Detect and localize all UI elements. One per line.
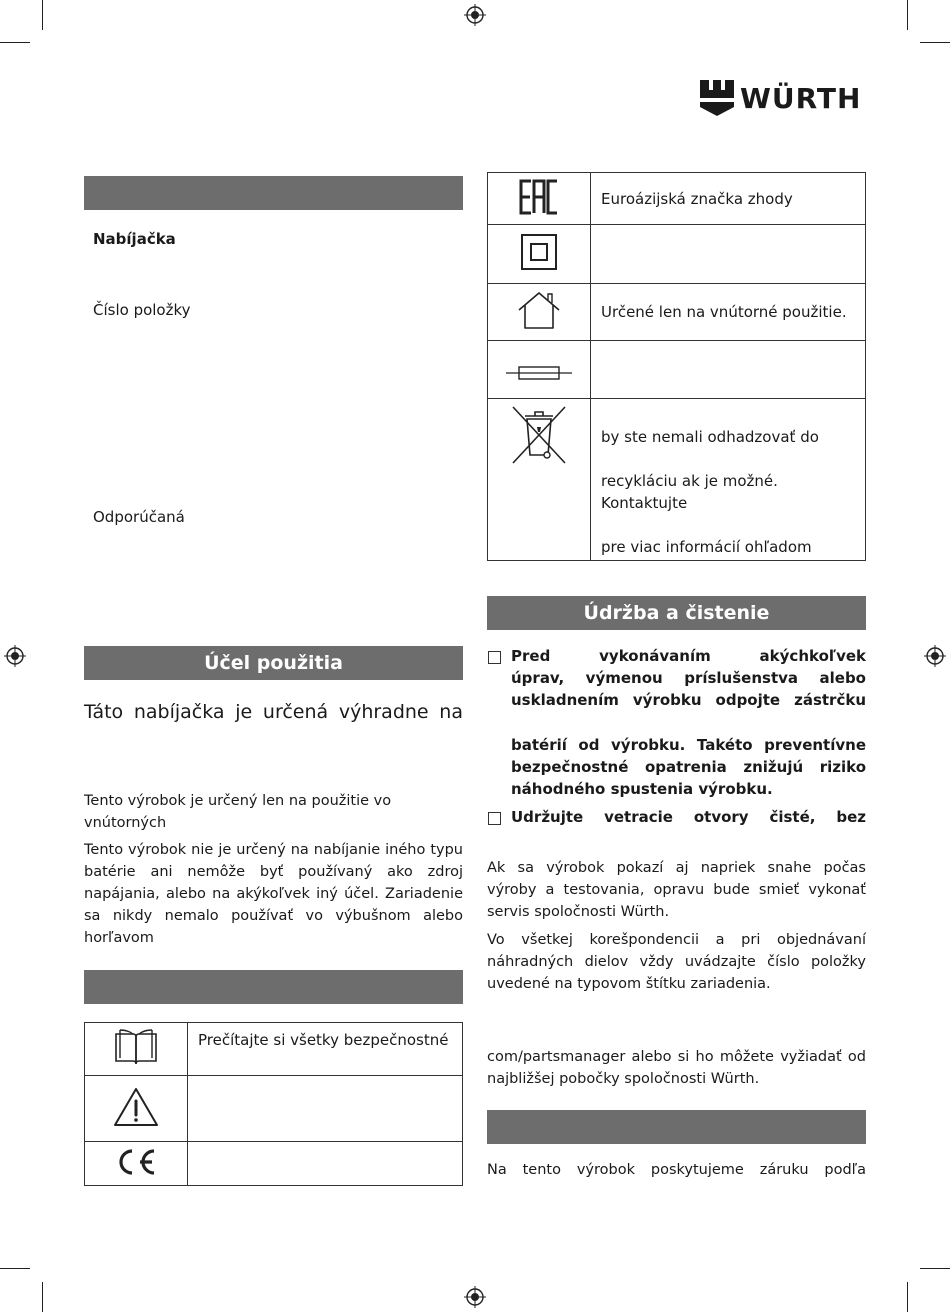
wurth-logo	[700, 80, 870, 118]
bullet1-line3: uskladnením výrobku odpojte zástrčku	[511, 691, 866, 709]
service-text: Ak sa výrobok pokazí aj napriek snahe počas výroby a testovania, opravu bude smieť vykonať servis spoločnosti Würth.	[487, 860, 866, 920]
registration-mark-icon	[464, 1286, 486, 1308]
wurth-logo-icon	[700, 80, 734, 116]
warranty-text: Na tento výrobok poskytujeme záruku podľa	[487, 1162, 866, 1178]
brand-name: WÜRTH	[740, 82, 862, 115]
registration-mark-icon	[924, 645, 946, 667]
bullet-checkbox	[488, 812, 501, 825]
bullet2-line1: Udržujte vetracie otvory čisté, bez	[511, 808, 866, 826]
disposal-line-1: by ste nemali odhadzovať do	[601, 428, 819, 446]
crop-mark	[0, 1268, 30, 1269]
crop-mark	[42, 1282, 43, 1312]
product-label: Nabíjačka	[93, 230, 176, 248]
crossed-bin-icon	[511, 405, 567, 465]
crop-mark	[0, 42, 30, 43]
registration-mark-icon	[4, 645, 26, 667]
bullet1-line5: bezpečnostné opatrenia znižujú riziko	[511, 758, 866, 776]
bullet1-line6: náhodného spustenia výrobku.	[511, 780, 773, 798]
crop-mark	[907, 1282, 908, 1312]
symbol-text-right-0: Euroázijská značka zhody	[601, 189, 793, 208]
crop-mark	[907, 0, 908, 30]
bullet1-line4: batérií od výrobku. Takéto preventívne	[511, 736, 866, 754]
double-insulation-icon	[520, 233, 558, 271]
section-heading-purpose: Účel použitia	[84, 646, 463, 680]
disposal-line-2: recykláciu ak je možné. Kontaktujte	[601, 472, 778, 512]
section-bar-warranty	[487, 1110, 866, 1144]
eac-mark-icon	[519, 179, 559, 215]
indoor-use-text: Tento výrobok je určený len na použitie vo vnútorných	[84, 793, 392, 831]
not-intended-text: Tento výrobok nie je určený na nabíjanie iného typu batérie ani nemôže byť používaný ako zdroj napájania, alebo na akýkoľvek iný účel. Zariadenie sa nikdy nemalo používať vo výbušnom alebo horľavom	[84, 842, 463, 946]
symbol-text-right-2: Určené len na vnútorné použitie.	[601, 303, 847, 321]
bullet1-line1: Pred vykonávaním akýchkoľvek	[511, 647, 866, 665]
symbols-table-left	[84, 1022, 463, 1186]
crop-mark	[920, 42, 950, 43]
item-number-label: Číslo položky	[93, 301, 191, 319]
fuse-icon	[506, 364, 572, 382]
indoor-house-icon	[516, 290, 562, 330]
warning-triangle-icon	[113, 1086, 159, 1128]
section-bar-symbols	[84, 970, 463, 1004]
symbols-table-right	[487, 172, 866, 561]
disposal-line-3: pre viac informácií ohľadom	[601, 538, 812, 556]
crop-mark	[920, 1268, 950, 1269]
parts-manager-text: com/partsmanager alebo si ho môžete vyžiadať od najbližšej pobočky spoločnosti Würth.	[487, 1049, 866, 1087]
bullet1-line2: úprav, výmenou príslušenstva alebo	[511, 669, 866, 687]
recommended-label: Odporúčaná	[93, 508, 185, 526]
correspondence-text: Vo všetkej korešpondencii a pri objednávaní náhradných dielov vždy uvádzajte číslo položky uvedené na typovom štítku zariadenia.	[487, 932, 866, 992]
purpose-intro: Táto nabíjačka je určená výhradne na	[84, 701, 463, 723]
registration-mark-icon	[464, 4, 486, 26]
bullet-checkbox	[488, 651, 501, 664]
ce-mark-icon	[114, 1148, 158, 1176]
section-heading-maintenance: Údržba a čistenie	[487, 596, 866, 630]
crop-mark	[42, 0, 43, 30]
symbol-text-left-0: Prečítajte si všetky bezpečnostné	[198, 1031, 449, 1049]
section-bar-technical-data	[84, 176, 463, 210]
manual-book-icon	[113, 1028, 159, 1066]
